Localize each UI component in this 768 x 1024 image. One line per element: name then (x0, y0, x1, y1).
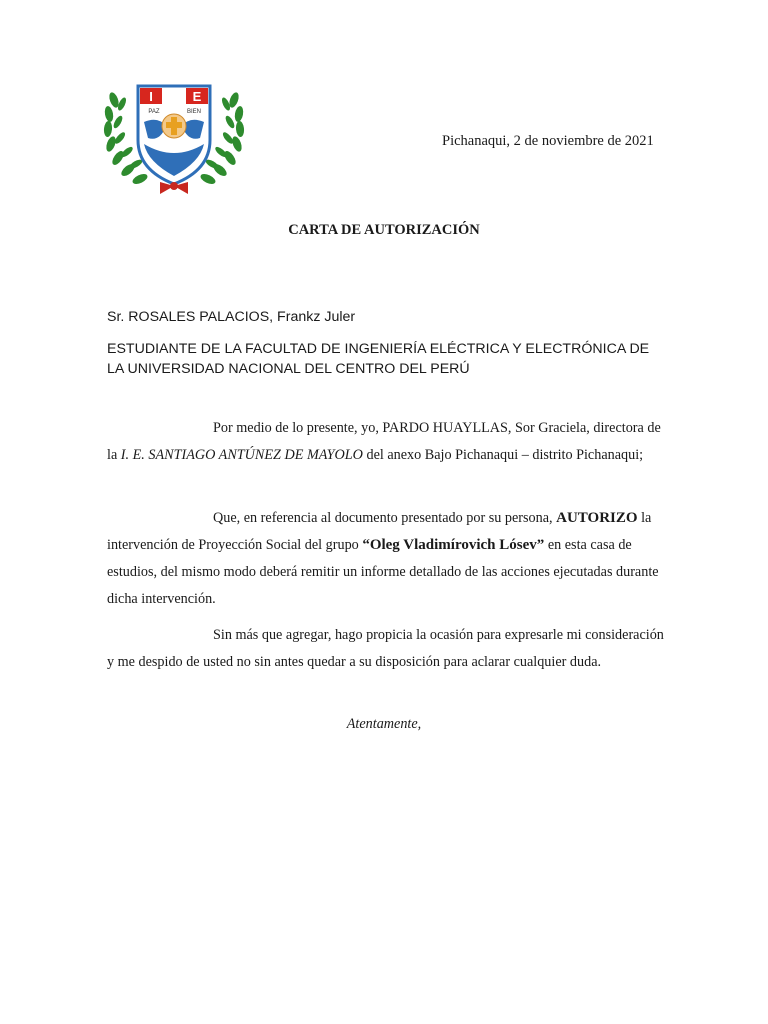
paragraph2-text-end: en esta casa de estudios, del mismo modo deberá remitir un informe detallado de las acciones ejecutadas durante dicha intervención. (107, 537, 659, 607)
ribbon-bow-icon (160, 182, 188, 194)
letter-date: Pichanaqui, 2 de noviembre de 2021 (442, 133, 654, 149)
group-name: “Oleg Vladimírovich Lósev” (362, 537, 545, 553)
paragraph3-text: Sin más que agregar, hago propicia la ocasión para expresarle mi consideración y me despido de usted no sin antes quedar a su disposición para aclarar cualquier duda. (107, 627, 664, 670)
authorize-word: AUTORIZO (556, 510, 638, 526)
crest-letter-e: E (192, 89, 202, 104)
crest-word-bien: BIEN (186, 109, 202, 115)
paragraph2-text-middle: la intervención de Proyección Social del grupo (107, 510, 652, 553)
paragraph-introduction (107, 415, 667, 469)
school-crest-logo (100, 82, 248, 196)
paragraph-closing-remarks (107, 622, 667, 676)
document-title: CARTA DE AUTORIZACIÓN (288, 222, 480, 238)
recipient-name: Sr. ROSALES PALACIOS, Frankz Juler (107, 309, 356, 325)
crest-word-paz: PAZ (148, 109, 160, 115)
crest-letter-i: I (149, 89, 153, 104)
closing-salutation: Atentamente, (346, 716, 422, 732)
school-name: I. E. SANTIAGO ANTÚNEZ DE MAYOLO (120, 447, 363, 463)
paragraph2-text-start: Que, en referencia al documento presentado por su persona, (213, 510, 557, 526)
paragraph-authorization (107, 505, 667, 613)
paragraph1-text-end: del anexo Bajo Pichanaqui – distrito Pichanaqui; (362, 447, 644, 463)
recipient-role: ESTUDIANTE DE LA FACULTAD DE INGENIERÍA ELÉCTRICA Y ELECTRÓNICA DE LA UNIVERSIDAD NACIONAL DEL CENTRO DEL PERÚ (107, 341, 650, 377)
paragraph1-text-start: Por medio de lo presente, yo, PARDO HUAYLLAS, Sor Graciela, directora de la (107, 420, 661, 463)
